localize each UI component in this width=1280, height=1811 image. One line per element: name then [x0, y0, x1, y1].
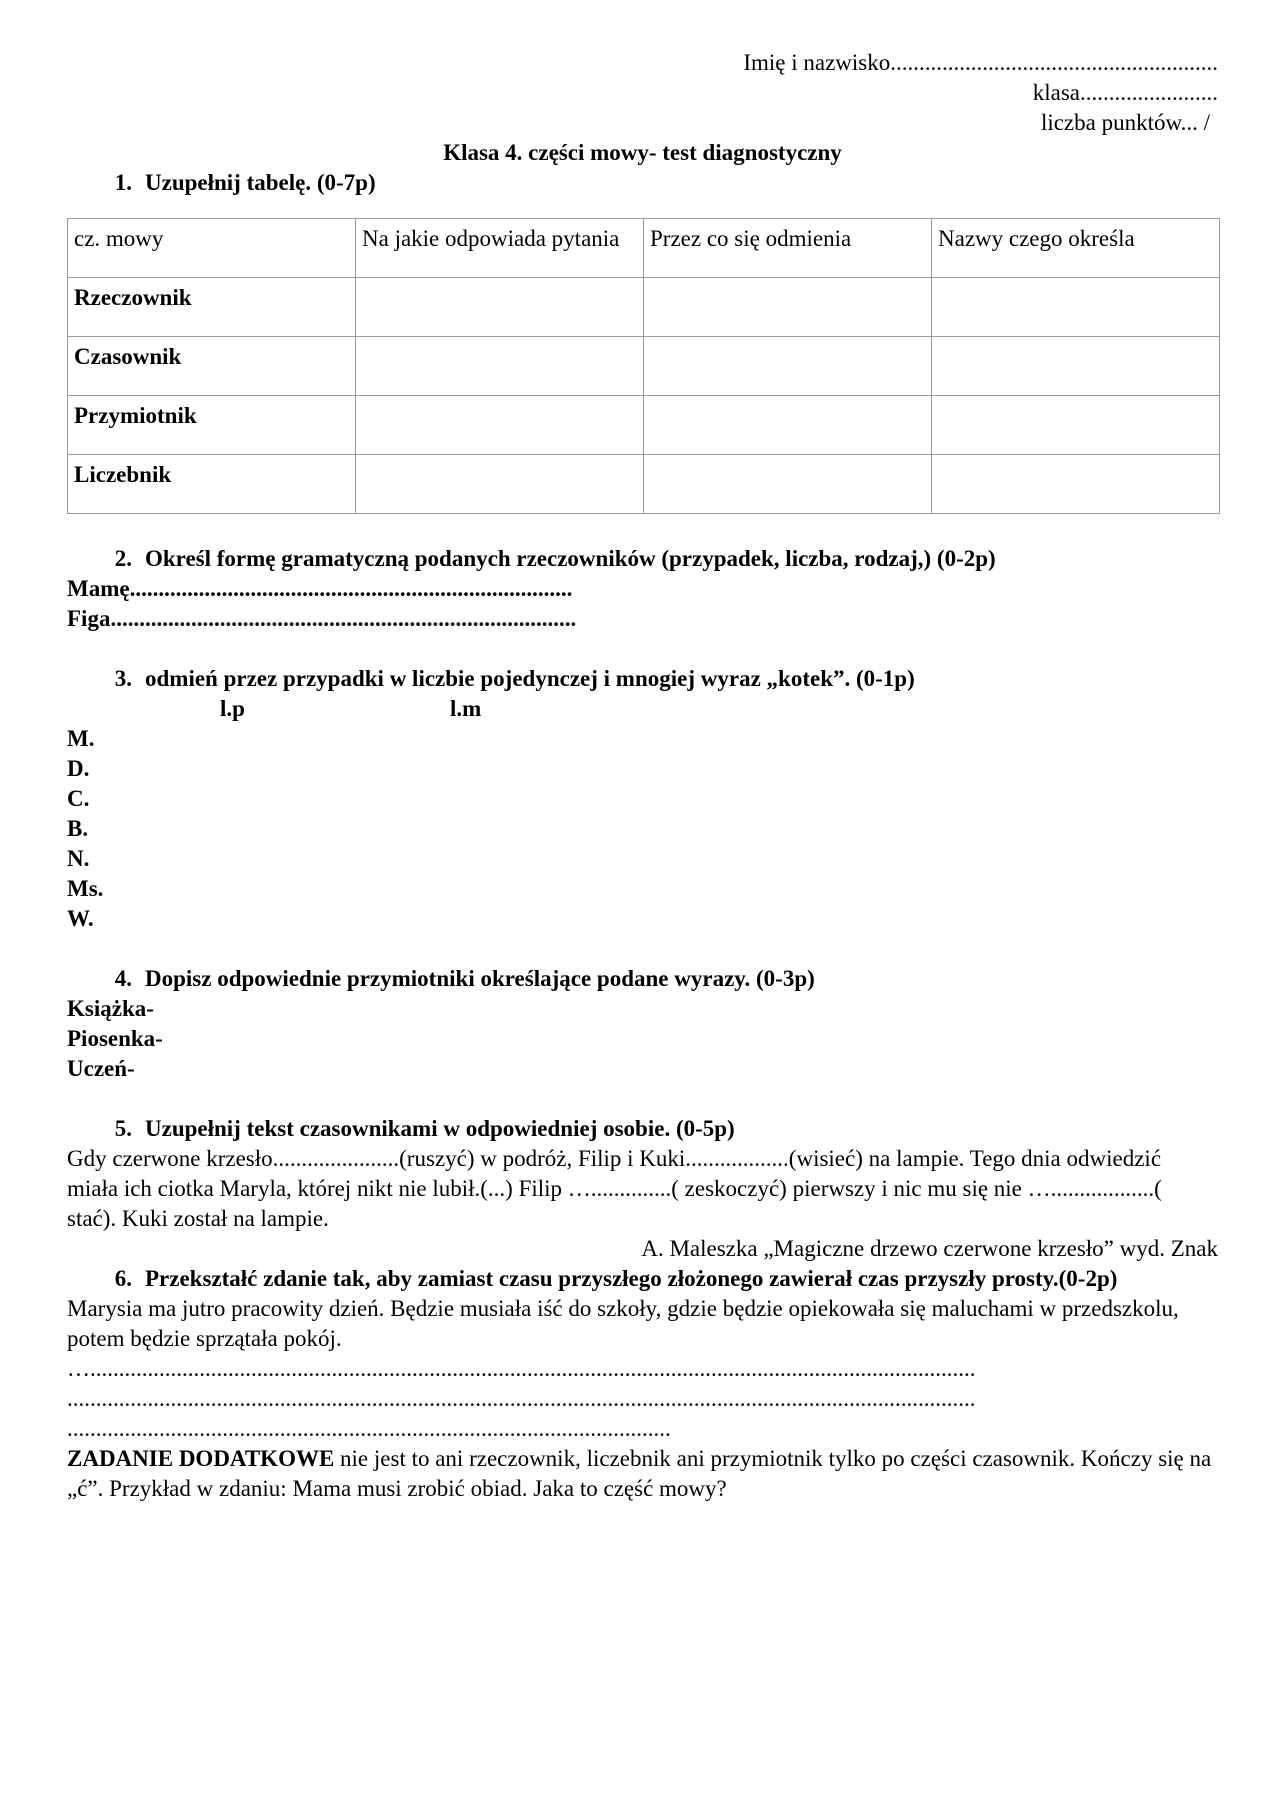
table-row	[68, 337, 1220, 396]
answer-cell[interactable]	[932, 278, 1220, 337]
case-label: M.	[67, 726, 95, 751]
question-text: odmień przez przypadki w liczbie pojedynczej i mnogiej wyraz „kotek”. (0-1p)	[145, 666, 915, 691]
answer-cell[interactable]	[356, 337, 644, 396]
table-header-cell: Nazwy czego określa	[932, 219, 1220, 278]
question-4-heading	[67, 964, 1218, 994]
plural-column-label: l.m	[450, 696, 482, 721]
declension-columns	[67, 694, 1218, 724]
points-field-line: liczba punktów... /	[1040, 110, 1210, 135]
source-paragraph: Marysia ma jutro pracowity dzień. Będzie musiała iść do szkoły, gdzie będzie opiekowała się maluchami w przedszkolu, potem będzie sprzątała pokój.	[67, 1296, 1179, 1351]
answer-cell[interactable]	[644, 455, 932, 514]
case-label: W.	[67, 906, 94, 931]
table-header-cell: cz. mowy	[68, 219, 356, 278]
question-number: 2.	[114, 546, 132, 571]
question-text: Dopisz odpowiednie przymiotniki określające podane wyrazy. (0-3p)	[145, 966, 815, 991]
table-header-cell: Przez co się odmienia	[644, 219, 932, 278]
document-page	[67, 48, 1218, 1504]
row-label: Rzeczownik	[68, 278, 356, 337]
answer-line[interactable]: ..............................................................................................................................................................	[67, 1386, 976, 1411]
parts-of-speech-table	[67, 218, 1220, 514]
question-text: Uzupełnij tekst czasownikami w odpowiedniej osobie. (0-5p)	[145, 1116, 735, 1141]
word-prompt: Piosenka-	[67, 1026, 163, 1051]
page-title: Klasa 4. części mowy- test diagnostyczny	[443, 140, 842, 165]
answer-line[interactable]: .........................................................................................................	[67, 1416, 671, 1441]
fill-in-paragraph: Gdy czerwone krzesło......................(ruszyć) w podróż, Filip i Kuki..................(wisieć) na lampie. Tego dnia odwiedzić miała ich ciotka Maryla, której nikt nie lubił.(...) Filip …..............( zeskoczyć) pierwszy i nic mu się nie …..................( stać). Kuki został na lampie.	[67, 1146, 1162, 1231]
row-label: Przymiotnik	[68, 396, 356, 455]
question-number: 6.	[114, 1266, 132, 1291]
table-header-cell: Na jakie odpowiada pytania	[356, 219, 644, 278]
row-label: Liczebnik	[68, 455, 356, 514]
answer-cell[interactable]	[356, 396, 644, 455]
answer-line[interactable]: Mamę.............................................................................	[67, 576, 573, 601]
answer-cell[interactable]	[932, 396, 1220, 455]
question-1-heading	[67, 168, 1218, 198]
singular-column-label: l.p	[220, 696, 245, 721]
extra-task-label: ZADANIE DODATKOWE	[67, 1446, 335, 1471]
extra-task	[67, 1444, 1217, 1504]
extra-task-text: nie jest to ani rzeczownik, liczebnik ani przymiotnik tylko po części czasownik. Kończy się na „ć”. Przykład w zdaniu: Mama musi zrobić obiad. Jaka to część mowy?	[67, 1446, 1212, 1501]
name-field-line: Imię i nazwisko.........................................................	[743, 50, 1218, 75]
question-text: Określ formę gramatyczną podanych rzeczowników (przypadek, liczba, rodzaj,) (0-2p)	[145, 546, 996, 571]
question-2-heading	[67, 544, 1218, 574]
question-number: 3.	[114, 666, 132, 691]
answer-line[interactable]: …..........................................................................................................................................................	[67, 1356, 976, 1381]
table-row	[68, 455, 1220, 514]
case-label: D.	[67, 756, 90, 781]
question-number: 5.	[114, 1116, 132, 1141]
answer-cell[interactable]	[932, 455, 1220, 514]
question-text: Uzupełnij tabelę. (0-7p)	[145, 170, 376, 195]
question-number: 4.	[114, 966, 132, 991]
row-label: Czasownik	[68, 337, 356, 396]
case-label: B.	[67, 816, 89, 841]
answer-cell[interactable]	[356, 455, 644, 514]
answer-line[interactable]: Figa.................................................................................	[67, 606, 577, 631]
table-row	[68, 278, 1220, 337]
table-header-row	[68, 219, 1220, 278]
answer-cell[interactable]	[644, 278, 932, 337]
answer-cell[interactable]	[932, 337, 1220, 396]
question-text: Przekształć zdanie tak, aby zamiast czasu przyszłego złożonego zawierał czas przyszły prosty.(0-2p)	[145, 1266, 1118, 1291]
question-6-heading	[67, 1264, 1218, 1294]
word-prompt: Uczeń-	[67, 1056, 135, 1081]
case-label: N.	[67, 846, 90, 871]
question-3-heading	[67, 664, 1218, 694]
answer-cell[interactable]	[356, 278, 644, 337]
question-5-heading	[67, 1114, 1218, 1144]
case-label: C.	[67, 786, 90, 811]
answer-cell[interactable]	[644, 396, 932, 455]
citation: A. Maleszka „Magiczne drzewo czerwone krzesło” wyd. Znak	[641, 1236, 1218, 1261]
table-row	[68, 396, 1220, 455]
word-prompt: Książka-	[67, 996, 154, 1021]
case-label: Ms.	[67, 876, 104, 901]
class-field-line: klasa........................	[1032, 80, 1218, 105]
question-number: 1.	[114, 170, 132, 195]
answer-cell[interactable]	[644, 337, 932, 396]
